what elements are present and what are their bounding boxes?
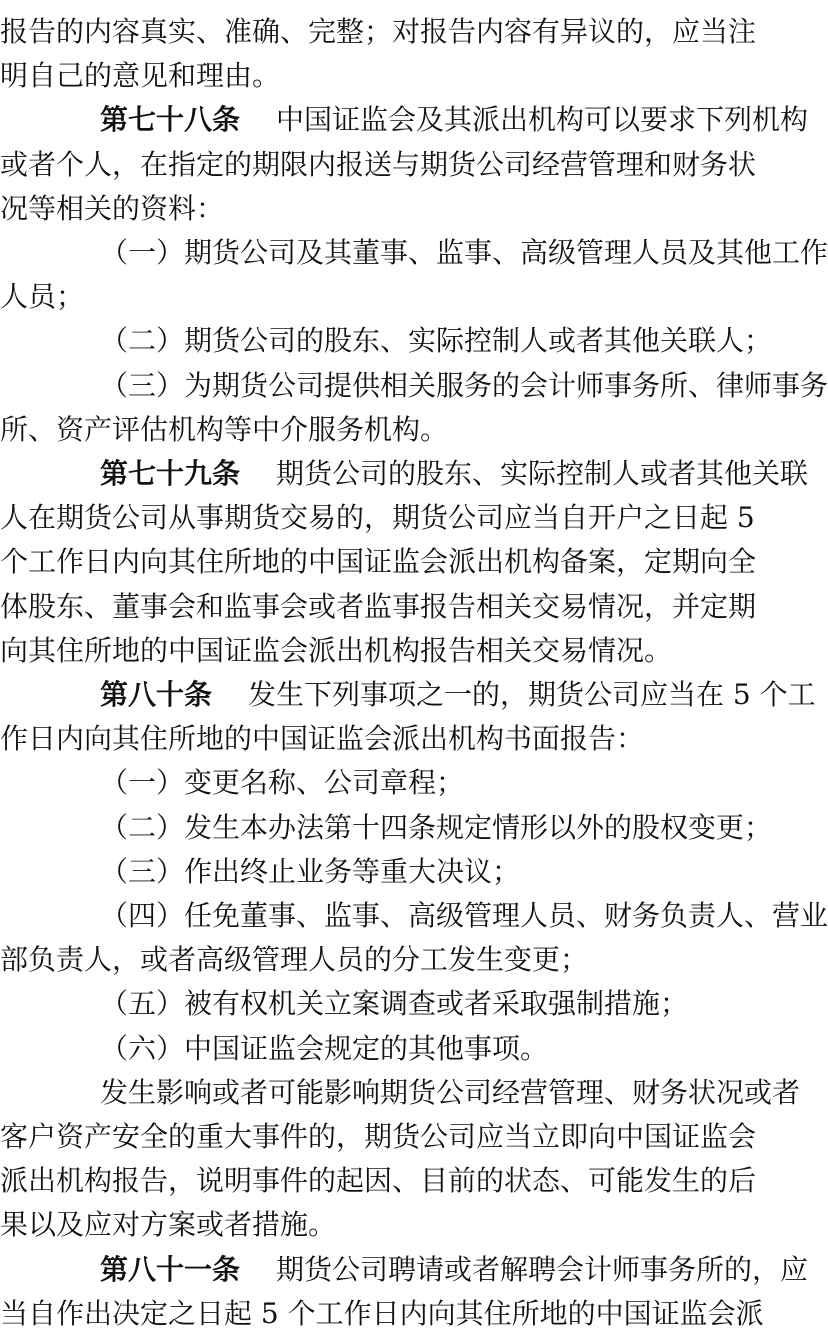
text-line: 部负责人，或者高级管理人员的分工发生变更； bbox=[0, 943, 589, 976]
text-line: （五）被有权机关立案调查或者采取强制措施； bbox=[100, 987, 689, 1020]
text-line: （三）为期货公司提供相关服务的会计师事务所、律师事务 bbox=[100, 369, 828, 402]
text-line: 派出机构报告，说明事件的起因、目前的状态、可能发生的后 bbox=[0, 1164, 757, 1197]
text-line: 体股东、董事会和监事会或者监事报告相关交易情况，并定期 bbox=[0, 590, 757, 623]
article-81-first-line bbox=[100, 1248, 809, 1292]
text-line: （六）中国证监会规定的其他事项。 bbox=[100, 1032, 549, 1065]
text-span: 期货公司聘请或者解聘会计师事务所的，应 bbox=[276, 1253, 809, 1286]
text-line: 作日内向其住所地的中国证监会派出机构书面报告： bbox=[0, 722, 645, 755]
text-line: （三）作出终止业务等重大决议； bbox=[100, 855, 521, 888]
article-79-first-line bbox=[100, 452, 809, 496]
text-line: 当自作出决定之日起 5 个工作日内向其住所地的中国证监会派 bbox=[0, 1297, 764, 1330]
text-line: 明自己的意见和理由。 bbox=[0, 59, 281, 92]
text-line: 发生影响或者可能影响期货公司经营管理、财务状况或者 bbox=[100, 1076, 801, 1109]
text-line: 人在期货公司从事期货交易的，期货公司应当自开户之日起 5 bbox=[0, 501, 755, 534]
text-line: 或者个人，在指定的期限内报送与期货公司经营管理和财务状 bbox=[0, 148, 757, 181]
text-line: （一）期货公司及其董事、监事、高级管理人员及其他工作 bbox=[100, 236, 828, 269]
text-line: （四）任免董事、监事、高级管理人员、财务负责人、营业 bbox=[100, 899, 828, 932]
text-line: （二）发生本办法第十四条规定情形以外的股权变更； bbox=[100, 811, 773, 844]
text-line: （一）变更名称、公司章程； bbox=[100, 766, 465, 799]
text-span: 中国证监会及其派出机构可以要求下列机构 bbox=[276, 103, 809, 136]
text-line: 所、资产评估机构等中介服务机构。 bbox=[0, 413, 449, 446]
text-line: 人员； bbox=[0, 280, 85, 313]
text-line: （二）期货公司的股东、实际控制人或者其他关联人； bbox=[100, 324, 773, 357]
text-line: 果以及应对方案或者措施。 bbox=[0, 1208, 337, 1241]
article-heading: 第八十条 bbox=[100, 678, 213, 711]
text-line: 况等相关的资料： bbox=[0, 192, 225, 225]
text-line: 报告的内容真实、准确、完整；对报告内容有异议的，应当注 bbox=[0, 15, 757, 48]
text-span: 发生下列事项之一的，期货公司应当在 5 个工 bbox=[248, 678, 816, 711]
article-80-first-line bbox=[100, 673, 816, 717]
text-line: 向其住所地的中国证监会派出机构报告相关交易情况。 bbox=[0, 634, 673, 667]
article-heading: 第七十八条 bbox=[100, 103, 241, 136]
text-line: 客户资产安全的重大事件的，期货公司应当立即向中国证监会 bbox=[0, 1120, 757, 1153]
article-heading: 第七十九条 bbox=[100, 457, 241, 490]
text-line: 个工作日内向其住所地的中国证监会派出机构备案，定期向全 bbox=[0, 545, 757, 578]
text-span: 期货公司的股东、实际控制人或者其他关联 bbox=[276, 457, 809, 490]
article-78-first-line bbox=[100, 98, 809, 142]
article-heading: 第八十一条 bbox=[100, 1253, 241, 1286]
